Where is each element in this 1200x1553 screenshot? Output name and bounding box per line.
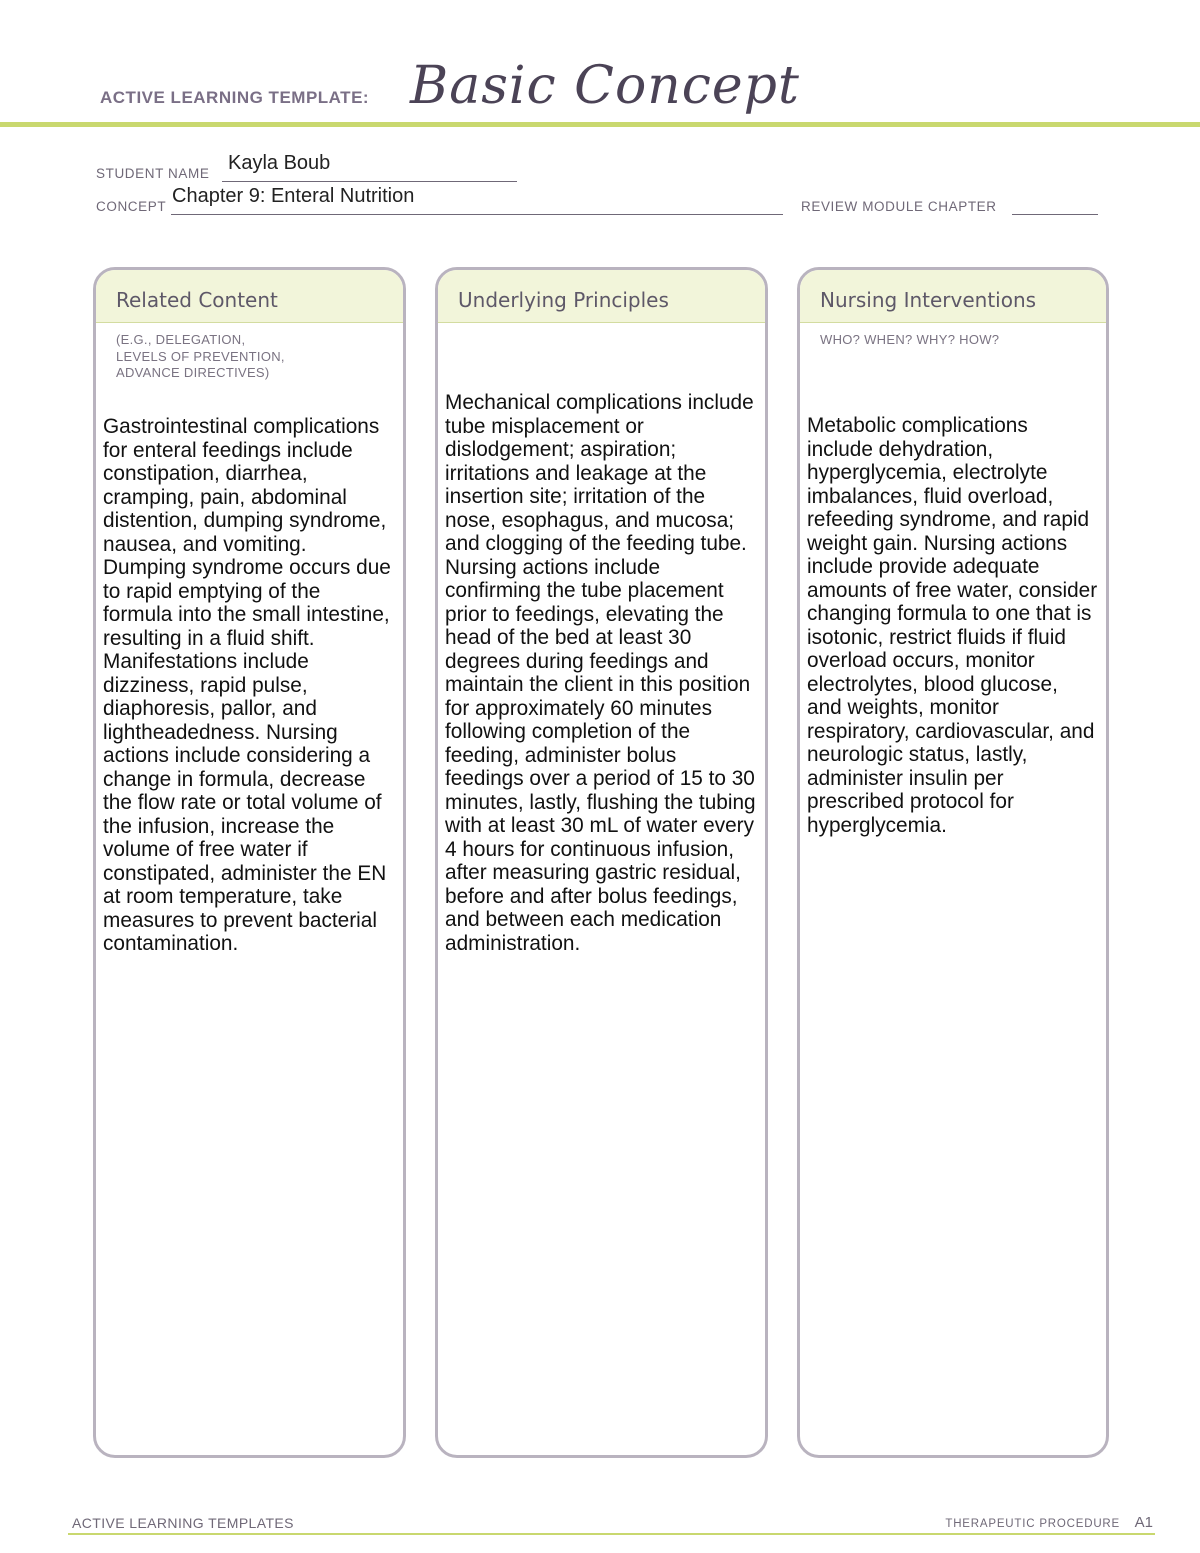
- concept-line: [171, 214, 783, 215]
- nursing-interventions-title: Nursing Interventions: [820, 288, 1037, 312]
- template-title: Basic Concept: [410, 56, 800, 116]
- review-module-field[interactable]: [1012, 214, 1098, 215]
- concept-field[interactable]: Chapter 9: Enteral Nutrition: [172, 185, 415, 207]
- footer-page-code: A1: [1134, 1514, 1153, 1531]
- student-name-line: [222, 181, 517, 182]
- nursing-interventions-body[interactable]: Metabolic complications include dehydration, hyperglycemia, electrolyte imbalances, fluid overload, refeeding syndrome, and rapid weight gain. Nursing actions include provide adequate amounts of free water, consider changing formula to one that is isotonic, restrict fluids if fluid overload occurs, monitor electrolytes, blood glucose, and weights, monitor respiratory, cardiovascular, and neurologic status, lastly, administer insulin per prescribed protocol for hyperglycemia.: [807, 414, 1098, 837]
- template-label: ACTIVE LEARNING TEMPLATE:: [100, 88, 370, 107]
- footer-left-label: ACTIVE LEARNING TEMPLATES: [72, 1515, 294, 1531]
- related-content-title: Related Content: [116, 288, 278, 312]
- nursing-interventions-subtitle: WHO? WHEN? WHY? HOW?: [820, 332, 1000, 347]
- related-content-panel: [93, 267, 406, 1458]
- related-content-body[interactable]: Gastrointestinal complications for enteral feedings include constipation, diarrhea, cramping, pain, abdominal distention, dumping syndrome, nausea, and vomiting. Dumping syndrome occurs due to rapid emptying of the formula into the small intestine, resulting in a fluid shift. Manifestations include dizziness, rapid pulse, diaphoresis, pallor, and lightheadedness. Nursing actions include considering a change in formula, decrease the flow rate or total volume of the infusion, increase the volume of free water if constipated, administer the EN at room temperature, take measures to prevent bacterial contamination.: [103, 415, 391, 955]
- page-header: [0, 0, 1200, 124]
- review-module-label: REVIEW MODULE CHAPTER: [801, 199, 997, 214]
- concept-label: CONCEPT: [96, 199, 167, 214]
- related-content-subtitle: (E.G., DELEGATION, LEVELS OF PREVENTION, ADVANCE DIRECTIVES): [116, 332, 285, 380]
- footer-right-label: THERAPEUTIC PROCEDURE: [945, 1518, 1120, 1530]
- footer-rule: [68, 1533, 1155, 1535]
- underlying-principles-panel: [435, 267, 768, 1458]
- student-name-label: STUDENT NAME: [96, 166, 210, 181]
- underlying-principles-body[interactable]: Mechanical complications include tube misplacement or dislodgement; aspiration; irritations and leakage at the insertion site; irritation of the nose, esophagus, and mucosa; and clogging of the feeding tube. Nursing actions include confirming the tube placement prior to feedings, elevating the head of the bed at least 30 degrees during feedings and maintain the client in this position for approximately 60 minutes following completion of the feeding, administer bolus feedings over a period of 15 to 30 minutes, lastly, flushing the tubing with at least 30 mL of water every 4 hours for continuous infusion, after measuring gastric residual, before and after bolus feedings, and between each medication administration.: [445, 391, 756, 955]
- nursing-interventions-panel: [797, 267, 1109, 1458]
- underlying-principles-title: Underlying Principles: [458, 288, 669, 312]
- student-name-field[interactable]: Kayla Boub: [228, 152, 331, 174]
- header-rule: [0, 122, 1200, 127]
